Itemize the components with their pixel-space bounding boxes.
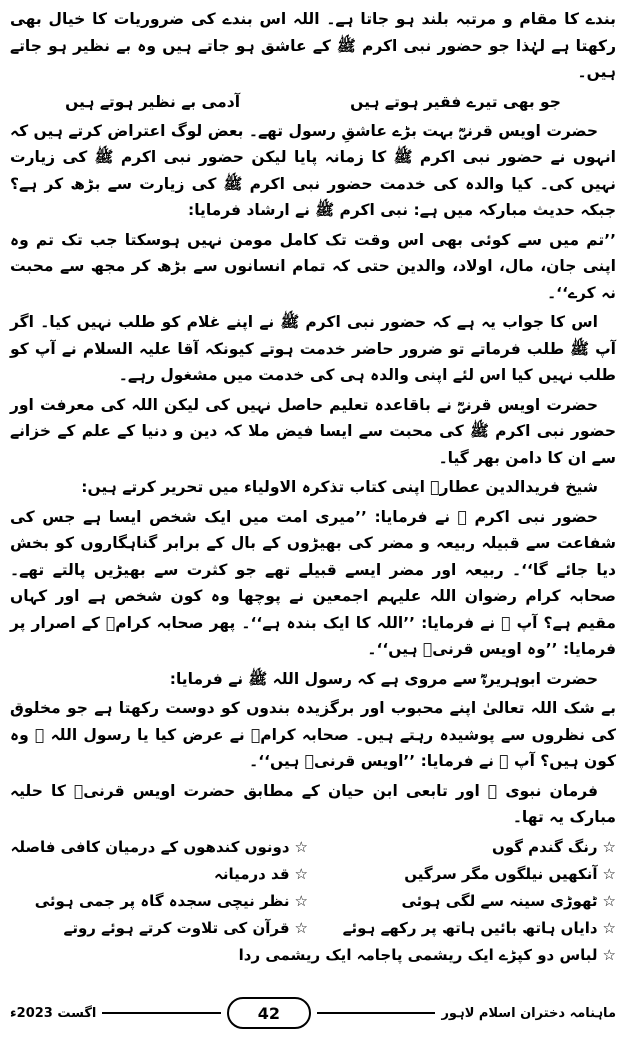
paragraph-1: بندے کا مقام و مرتبہ بلند ہو جاتا ہے۔ اللہ اس بندے کی ضروریات کا خیال بھی رکھتا ہے لہٰذا جو حضور نبی اکرم ﷺ کے عاشق ہو جاتے ہیں وہ بے نظیر ہو جاتے ہیں۔ [10,10,616,81]
star-icon: ☆ [602,891,616,910]
star-icon: ☆ [294,837,308,856]
list-item: ☆ٹھوڑی سینہ سے لگی ہوئی [401,891,616,910]
paragraph-4: اس کا جواب یہ ہے کہ حضور نبی اکرم ﷺ نے اپنے غلام کو طلب نہیں کیا۔ اگر آپ ﷺ طلب فرماتے تو ضرور حاضر خدمت ہوتے کیونکہ آقا علیہ السلام نے آپ کو طلب نہیں کیا اس لئے اپنی والدہ ہی کی خدمت میں مشغول رہے۔ [10,313,616,384]
list-item: ☆قد درمیانہ [214,864,308,883]
list-item: ☆دونوں کندھوں کے درمیان کافی فاصلہ [10,837,308,856]
star-icon: ☆ [294,864,308,883]
footer-divider [102,1012,221,1014]
star-icon: ☆ [602,918,616,937]
paragraph-7: حضور نبی اکرم ﷺ نے فرمایا: ’’میری امت میں ایک شخص ایسا ہے جس کی شفاعت سے قبیلہ ربیعہ و مضر کی بھیڑوں کے بال کے برابر گناہگاروں کو بخش دیا جائے گا‘‘۔ ربیعہ اور مضر ایسے قبیلے تھے جو کثرت سے بھیڑیں پالتے تھے۔ صحابہ کرام رضوان اللہ علیہم اجمعین نے پوچھا وہ کون شخص ہے اور کہاں مقیم ہے؟ آپ ﷺ نے فرمایا: ’’اللہ کا ایک بندہ ہے‘‘۔ پھر صحابہ کرامؓ کے اصرار پر فرمایا: ’’وہ اویس قرنیؓ ہیں‘‘۔ [10,507,616,658]
list-item: ☆قرآن کی تلاوت کرتے ہوئے روتے [63,918,308,937]
list-item: ☆دایاں ہاتھ بائیں ہاتھ پر رکھے ہوئے [342,918,616,937]
star-icon: ☆ [294,891,308,910]
paragraph-5: حضرت اویس قرنیؓ نے باقاعدہ تعلیم حاصل نہیں کی لیکن اللہ کی معرفت اور حضور نبی اکرم ﷺ کی محبت سے ایسا فیض ملا کہ دین و دنیا کے علم کے خزانے سے ان کا دامن بھر گیا۔ [10,395,616,467]
couplet-left-line: آدمی بے نظیر ہوتے ہیں [65,92,241,111]
star-icon: ☆ [602,864,616,883]
paragraph-8: حضرت ابوہریرہؓ سے مروی ہے کہ رسول اللہ ﷺ نے فرمایا: [169,669,598,688]
list-item: ☆رنگ گندم گوں [492,837,616,856]
paragraph-2: حضرت اویس قرنیؓ بہت بڑے عاشقِ رسول تھے۔ بعض لوگ اعتراض کرتے ہیں کہ انہوں نے حضور نبی اکرم ﷺ کا زمانہ پایا لیکن حضور نبی اکرم ﷺ کی زیارت نہیں کی۔ کیا والدہ کی خدمت حضور نبی اکرم ﷺ کی زیارت سے بڑھ کر ہے؟ جبکہ حدیث مبارکہ میں ہے: نبی اکرم ﷺ نے ارشاد فرمایا: [10,121,616,219]
paragraph-6: شیخ فریدالدین عطارؒ اپنی کتاب تذکرہ الاولیاء میں تحریر کرتے ہیں: [81,478,598,496]
page-number: 42 [227,997,311,1029]
star-icon: ☆ [602,837,616,856]
star-icon: ☆ [602,945,616,964]
paragraph-10: فرمان نبوی ﷺ اور تابعی ابن حیان کے مطابق حضرت اویس قرنیؓ کا حلیہ مبارک یہ تھا۔ [10,781,616,826]
issue-date: اگست 2023ء [10,1005,97,1021]
footer-divider [317,1012,436,1014]
features-list [10,834,616,969]
couplet-right-line: جو بھی تیرے فقیر ہوتے ہیں [350,92,561,111]
list-item: ☆آنکھیں نیلگوں مگر سرگیں [404,864,616,883]
paragraph-9-hadith: بے شک اللہ تعالیٰ اپنے محبوب اور برگزیدہ بندوں کو دوست رکھتا ہے جو مخلوق کی نظروں سے پوشیدہ رہتے ہیں۔ صحابہ کرامؓ نے عرض کیا یا رسول اللہ ﷺ وہ کون ہیں؟ آپ ﷺ نے فرمایا: ’’اویس قرنیؓ ہیں‘‘۔ [10,699,616,770]
paragraph-3-hadith: ’’تم میں سے کوئی بھی اس وقت تک کامل مومن نہیں ہوسکتا جب تک تم وہ اپنی جان، مال، اولاد، والدین حتی کہ تمام انسانوں سے بڑھ کر مجھ سے محبت نہ کرے‘‘۔ [10,230,616,302]
couplet [10,89,616,115]
page-footer [10,996,616,1030]
list-item: ☆نظر نیچی سجدہ گاہ پر جمی ہوئی [34,891,308,910]
magazine-name: ماہنامہ دختران اسلام لاہور [441,1005,616,1021]
list-item: ☆لباس دو کپڑے ایک ریشمی پاجامہ ایک ریشمی ردا [238,945,616,964]
star-icon: ☆ [294,918,308,937]
